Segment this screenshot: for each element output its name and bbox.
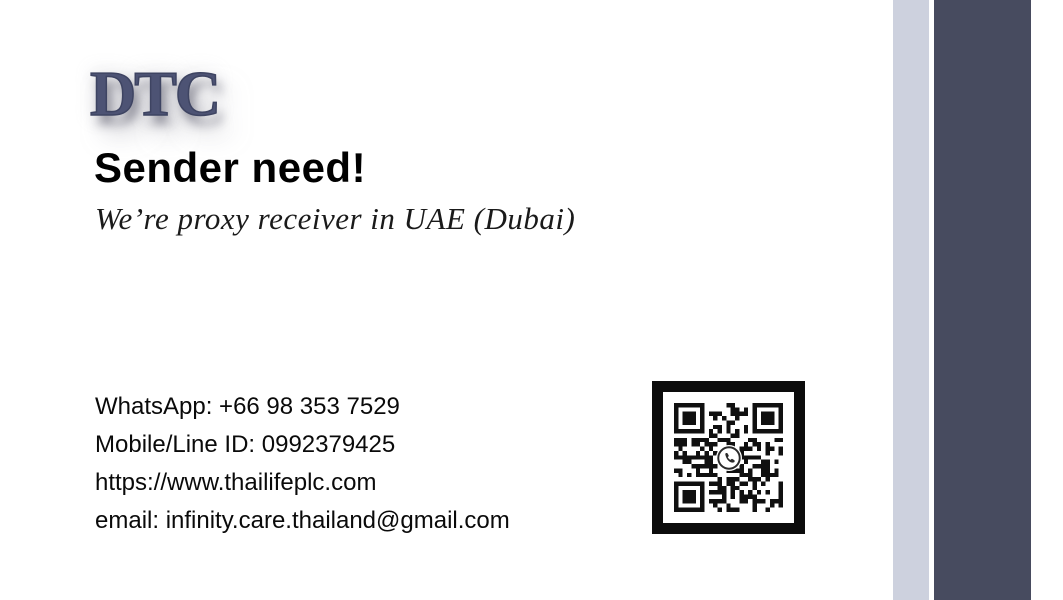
contact-block	[95, 388, 510, 540]
whatsapp-qr-code	[652, 381, 805, 534]
contact-mobile-line-id: Mobile/Line ID: 0992379425	[95, 431, 396, 458]
accent-bar-light	[893, 0, 929, 600]
company-logo: DTC	[90, 58, 220, 129]
contact-whatsapp: WhatsApp: +66 98 353 7529	[95, 393, 400, 420]
contact-email: email: infinity.care.thailand@gmail.com	[95, 507, 510, 534]
contact-website: https://www.thailifeplc.com	[95, 469, 377, 496]
accent-bar-dark	[934, 0, 1031, 600]
headline: Sender need!	[94, 144, 367, 191]
subtitle: We’re proxy receiver in UAE (Dubai)	[95, 201, 576, 236]
whatsapp-icon	[716, 445, 742, 471]
